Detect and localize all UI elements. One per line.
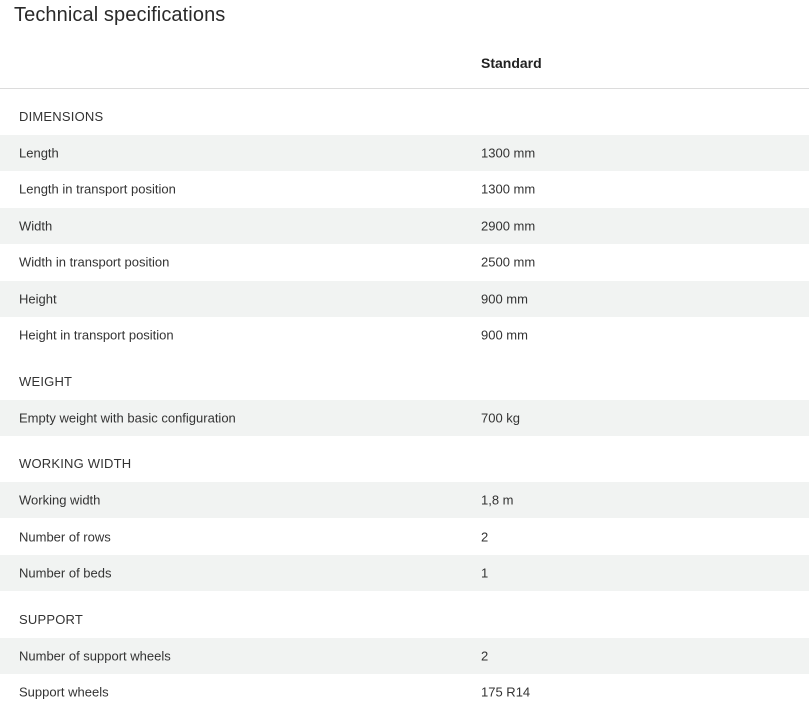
spec-value: 2900 mm	[481, 218, 536, 234]
spec-value: 700 kg	[481, 410, 521, 426]
column-header-standard: Standard	[481, 55, 542, 71]
spec-label: Length	[19, 145, 59, 161]
spec-label: Width in transport position	[19, 254, 170, 270]
spec-value: 2	[481, 529, 489, 545]
header-divider	[0, 88, 809, 89]
spec-label: Number of rows	[19, 529, 111, 545]
spec-row	[0, 317, 809, 353]
spec-value: 900 mm	[481, 291, 528, 307]
spec-value: 900 mm	[481, 327, 528, 343]
spec-row	[0, 171, 809, 207]
spec-label: Working width	[19, 492, 101, 508]
spec-label: Support wheels	[19, 684, 109, 700]
spec-label: Empty weight with basic configuration	[19, 410, 236, 426]
spec-value: 1,8 m	[481, 492, 514, 508]
spec-row	[0, 400, 809, 436]
spec-value: 1	[481, 565, 489, 581]
spec-label: Width	[19, 218, 53, 234]
section-heading-dimensions: DIMENSIONS	[19, 109, 104, 124]
spec-row	[0, 208, 809, 244]
spec-value: 175 R14	[481, 684, 531, 700]
spec-row	[0, 482, 809, 518]
spec-value: 1300 mm	[481, 181, 536, 197]
spec-value: 2500 mm	[481, 254, 536, 270]
spec-row	[0, 555, 809, 591]
spec-row	[0, 674, 809, 710]
spec-label: Height in transport position	[19, 327, 174, 343]
spec-label: Height	[19, 291, 57, 307]
spec-value: 1300 mm	[481, 145, 536, 161]
spec-label: Length in transport position	[19, 181, 176, 197]
page-title: Technical specifications	[14, 4, 226, 26]
spec-row	[0, 281, 809, 317]
spec-label: Number of beds	[19, 565, 112, 581]
spec-label: Number of support wheels	[19, 648, 171, 664]
spec-value: 2	[481, 648, 489, 664]
spec-row	[0, 519, 809, 555]
section-heading-working-width: WORKING WIDTH	[19, 456, 132, 471]
spec-row	[0, 135, 809, 171]
section-heading-weight: WEIGHT	[19, 374, 73, 389]
spec-row	[0, 244, 809, 280]
section-heading-support: SUPPORT	[19, 612, 84, 627]
spec-row	[0, 638, 809, 674]
